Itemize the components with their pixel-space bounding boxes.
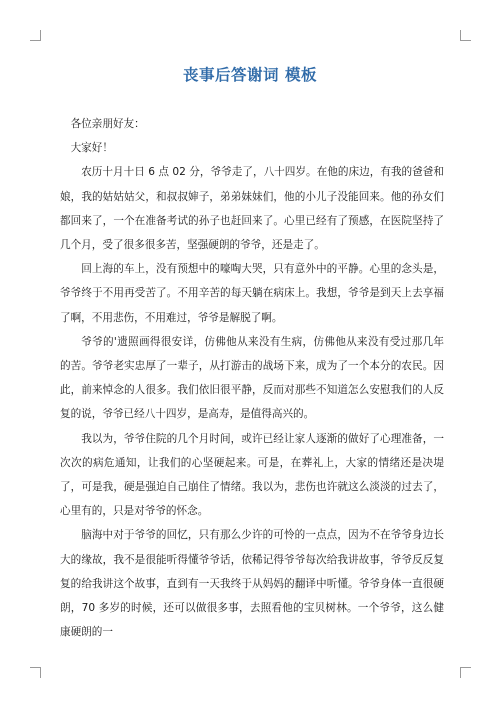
paragraph-3: 爷爷的'遗照画得很安详，仿佛他从来没有生病，仿佛他从来没有受过那几年的苦。爷爷老实忠厚了一辈子，从打游击的战场下来，成为了一个本分的农民。因此，前来悼念的人很多。我们依旧很平静，反而对那些不知道怎么安慰我们的人反复的说，爷爷已经八十四岁，是高寿，是值得高兴的。	[60, 335, 444, 421]
crop-mark-bottom-left	[30, 667, 41, 678]
crop-mark-top-left	[30, 30, 41, 41]
crop-mark-bottom-right	[460, 667, 471, 678]
greeting: 大家好！	[70, 142, 113, 155]
crop-mark-top-right	[460, 30, 471, 41]
paragraph-4: 我以为，爷爷住院的几个月时间，或许已经让家人逐渐的做好了心理准备，一次次的病危通知，让我们的心坚硬起来。可是，在葬礼上，大家的情绪还是决堤了，可是我，硬是强迫自己崩住了情绪。我以为，悲伤也许就这么淡淡的过去了，心里有的，只是对爷爷的怀念。	[60, 432, 444, 518]
paragraph-5: 脑海中对于爷爷的回忆，只有那么少许的可怜的一点点，因为不在爷爷身边长大的缘故，我不是很能听得懂爷爷话，依稀记得爷爷每次给我讲故事，爷爷反反复复的给我讲这个故事，直到有一天我终于从妈妈的翻译中听懂。爷爷身体一直很硬朗，70 多岁的时候，还可以做很多事，去照看他的宝贝树林。一个爷爷，这么健康硬朗的一	[60, 529, 444, 639]
document-title: 丧事后答谢词 模板	[183, 66, 317, 84]
paragraph-1: 农历十月十日 6 点 02 分，爷爷走了，八十四岁。在他的床边，有我的爸爸和娘，我的姑姑姑父，和叔叔婶子，弟弟妹妹们，他的小儿子没能回来。他的孙女们都回来了，一个在准备考试的孙子也赶回来了。心里已经有了预感，在医院坚持了几个月，受了很多很多苦，坚强硬朗的爷爷，还是走了。	[60, 166, 444, 252]
document-body	[60, 112, 444, 644]
salutation: 各位亲朋好友：	[70, 118, 145, 130]
paragraph-2: 回上海的车上，没有预想中的嚎啕大哭，只有意外中的平静。心里的念头是，爷爷终于不用再受苦了。不用辛苦的每天躺在病床上。我想，爷爷是到天上去享福了啊，不用悲伤，不用难过，爷爷是解脱了啊。	[60, 263, 444, 324]
